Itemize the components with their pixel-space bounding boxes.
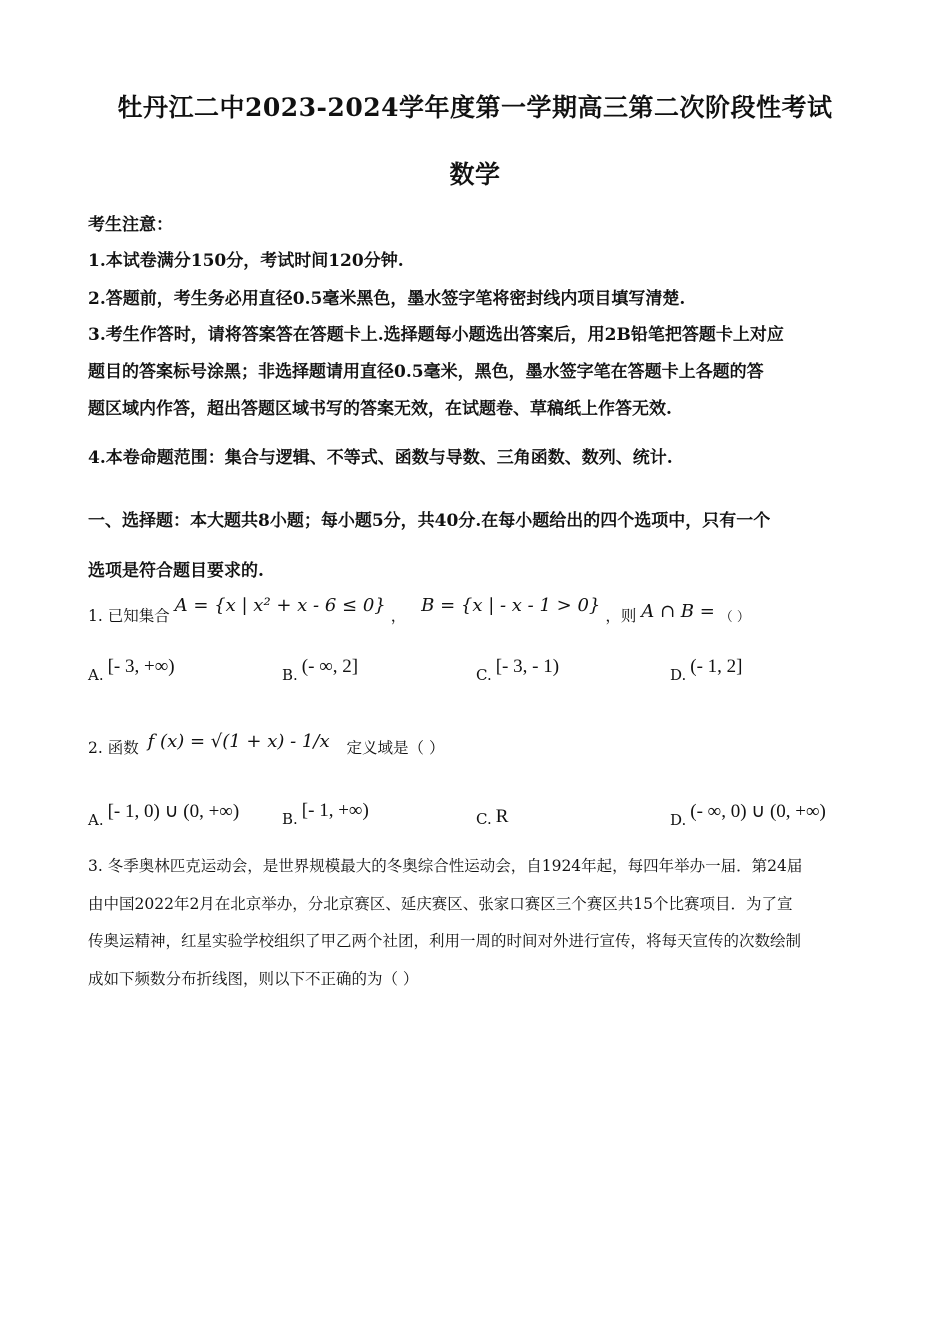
q1-prefix: 1. 已知集合 — [88, 607, 170, 625]
section-heading-cont: 选项是符合题目要求的. — [88, 561, 264, 581]
q3-line-3: 传奥运精神，红星实验学校组织了甲乙两个社团，利用一周的时间对外进行宣传，将每天宣传的次数绘制 — [88, 932, 802, 950]
subject-title: 数学 — [449, 160, 501, 189]
q2-suffix: 定义域是（ ） — [346, 739, 445, 757]
q2-option-c[interactable] — [476, 808, 508, 830]
notice-item-4: 4.本卷命题范围：集合与逻辑、不等式、函数与导数、三角函数、数列、统计. — [88, 448, 673, 468]
question-1 — [88, 595, 864, 626]
q1-blank: （ ） — [719, 610, 750, 625]
q2-option-d[interactable] — [670, 801, 826, 831]
q1-set-a: A = {x | x² + x - 6 ≤ 0} — [174, 595, 386, 616]
option-label: C. — [476, 666, 492, 684]
q1-set-b: B = {x | - x - 1 > 0} — [421, 595, 601, 616]
option-label: C. — [476, 810, 492, 828]
notice-item-1: 1.本试卷满分150分，考试时间120分钟. — [88, 251, 404, 271]
notice-item-3-cont-2: 题区域内作答，超出答题区域书写的答案无效，在试题卷、草稿纸上作答无效. — [88, 399, 672, 419]
q1-expression: A ∩ B = — [641, 601, 715, 622]
q2-option-b[interactable] — [282, 800, 369, 830]
option-label: A. — [88, 666, 104, 684]
option-value: [- 3, - 1) — [495, 656, 560, 677]
option-label: B. — [282, 810, 298, 828]
exam-title: 牡丹江二中2023-2024学年度第一学期高三第二次阶段性考试 — [117, 93, 833, 122]
q1-then: ，则 — [605, 607, 637, 625]
option-label: D. — [670, 666, 687, 684]
q2-option-a[interactable] — [88, 801, 240, 831]
option-value: (- 1, 2] — [690, 656, 743, 677]
q3-line-1: 3. 冬季奥林匹克运动会，是世界规模最大的冬奥综合性运动会，自1924年起，每四年举办一届．第24届 — [88, 857, 803, 875]
q3-line-4: 成如下频数分布折线图，则以下不正确的为（ ） — [88, 969, 419, 988]
option-value: [- 1, 0) ∪ (0, +∞) — [107, 801, 240, 822]
q1-option-c[interactable] — [476, 656, 560, 686]
q1-option-b[interactable] — [282, 656, 359, 686]
q1-sep: ， — [390, 607, 407, 625]
option-label: A. — [88, 811, 104, 829]
option-value: (- ∞, 2] — [301, 656, 359, 677]
option-value: (- ∞, 0) ∪ (0, +∞) — [690, 801, 826, 822]
option-label: D. — [670, 811, 687, 829]
notice-item-3: 3.考生作答时，请将答案答在答题卡上.选择题每小题选出答案后，用2B铅笔把答题卡上对应 — [88, 325, 784, 345]
q2-prefix: 2. 函数 — [88, 739, 139, 757]
option-value: [- 1, +∞) — [301, 800, 369, 821]
q2-function: f (x) = √(1 + x) - 1/x — [147, 731, 330, 752]
question-3 — [88, 848, 858, 998]
option-value: [- 3, +∞) — [107, 656, 175, 677]
option-label: B. — [282, 666, 298, 684]
notice-item-3-cont-1: 题目的答案标号涂黑；非选择题请用直径0.5毫米，黑色，墨水签字笔在答题卡上各题的答 — [88, 362, 764, 382]
option-value: R — [495, 806, 509, 827]
q1-option-a[interactable] — [88, 656, 175, 686]
notice-heading: 考生注意： — [88, 215, 173, 235]
q1-option-d[interactable] — [670, 656, 743, 686]
section-heading: 一、选择题：本大题共8小题；每小题5分，共40分.在每小题给出的四个选项中，只有一个 — [88, 511, 771, 531]
question-2 — [88, 731, 864, 758]
q3-line-2: 由中国2022年2月在北京举办，分北京赛区、延庆赛区、张家口赛区三个赛区共15个比赛项目．为了宣 — [88, 894, 793, 913]
notice-item-2: 2.答题前，考生务必用直径0.5毫米黑色，墨水签字笔将密封线内项目填写清楚. — [88, 289, 686, 309]
